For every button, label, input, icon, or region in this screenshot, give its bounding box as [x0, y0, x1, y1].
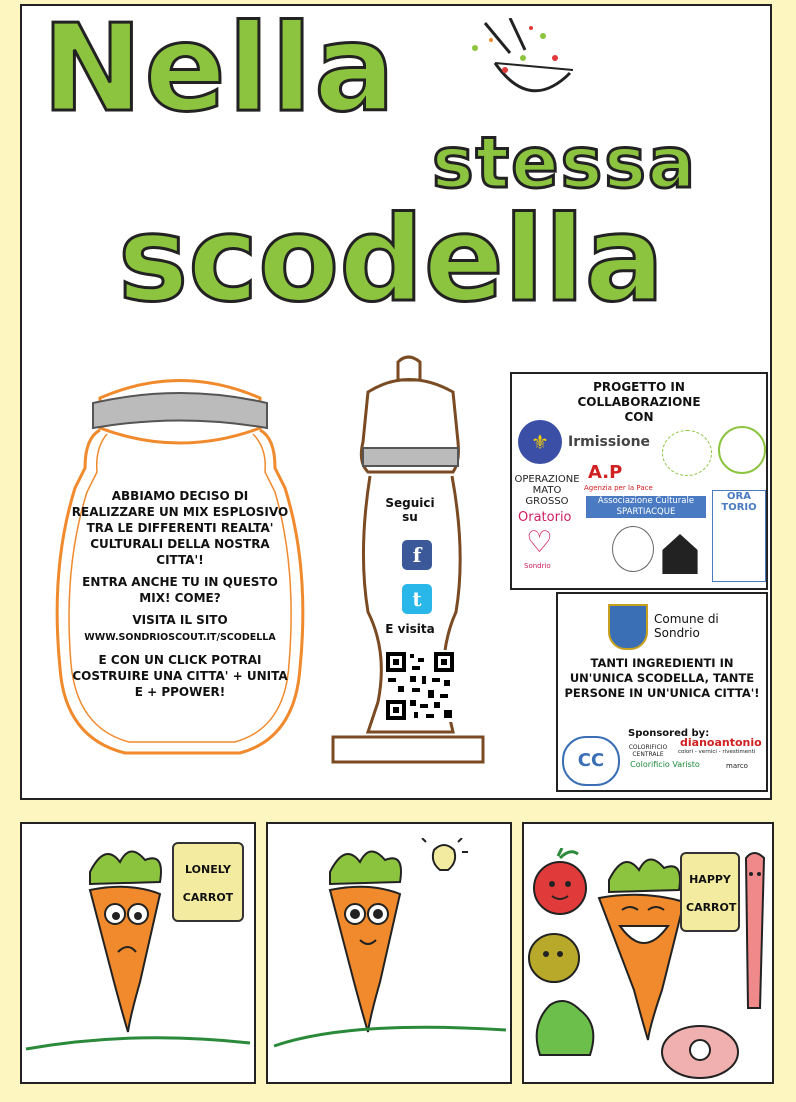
- partners-title: PROGETTO IN COLLABORAZIONE CON: [577, 380, 701, 424]
- sponsor-name-2: dianoantonio: [680, 736, 762, 749]
- heart-logo: ♡: [526, 525, 553, 560]
- sponsor-logo-1: CC: [562, 736, 620, 786]
- partner-logo-1: Irmissione: [568, 434, 651, 450]
- title-line-1: Nella: [42, 0, 398, 139]
- partner-logo-2: OPERAZIONE MATO GROSSO: [514, 474, 580, 507]
- worm-illustration: [736, 848, 772, 1018]
- comune-name: Comune di Sondrio: [654, 612, 719, 640]
- sponsor-name-5: marco: [726, 762, 748, 770]
- visit-label: E visita: [385, 622, 435, 636]
- jar-paragraph-3: VISITA IL SITO: [132, 613, 228, 627]
- follow-label: Seguici su: [385, 496, 435, 524]
- partner-logo-7: Sondrio: [524, 562, 551, 570]
- lonely-carrot-sign: LONELY CARROT: [172, 842, 244, 922]
- facebook-icon[interactable]: f: [402, 540, 432, 570]
- jar-paragraph-2: ENTRA ANCHE TU IN QUESTO MIX! COME?: [82, 575, 278, 605]
- ground-line-2: [270, 1010, 508, 1050]
- kids-logo-1: [662, 430, 712, 476]
- partner-logo-6: Oratorio: [518, 510, 572, 525]
- sponsor-name-3: colori - vernici - rivestimenti: [678, 749, 756, 755]
- partner-logo-4: Agenzia per la Pace: [584, 484, 653, 492]
- title-line-3: scodella: [118, 190, 665, 328]
- apple-illustration: [530, 848, 590, 918]
- church-logo: [658, 534, 702, 574]
- comune-tagline: TANTI INGREDIENTI IN UN'UNICA SCODELLA, TANTE PERSONE IN UN'UNICA CITTA'!: [564, 656, 760, 700]
- salad-bowl-illustration: [455, 18, 585, 108]
- follow-section: [378, 496, 442, 524]
- potato-illustration: [526, 930, 582, 986]
- partner-logo-5: Associazione Culturale SPARTIACQUE: [586, 496, 706, 518]
- jar-paragraph-1: ABBIAMO DECISO DI REALIZZARE UN MIX ESPLOSIVO TRA LE DIFFERENTI REALTA' CULTURALI DELLA NOSTRA CITTA'!: [71, 489, 289, 567]
- qr-code-icon[interactable]: [384, 650, 456, 722]
- jar-text: [70, 488, 290, 706]
- jar-url-link[interactable]: WWW.SONDRIOSCOUT.IT/SCODELLA: [84, 632, 276, 643]
- ham-illustration: [660, 1020, 750, 1080]
- title-line-2: stessa: [432, 122, 698, 204]
- happy-carrot-sign: HAPPY CARROT: [680, 852, 740, 932]
- sponsored-by-label: Sponsored by:: [628, 728, 710, 739]
- cartoon-logo: [612, 526, 654, 572]
- sponsor-name-1: COLORIFICIO CENTRALE: [628, 744, 668, 758]
- ground-line-1: [24, 1025, 252, 1055]
- comune-box: [556, 592, 768, 792]
- kids-logo-2: [718, 426, 766, 474]
- partner-logo-8: ORA TORIO: [712, 490, 766, 582]
- comune-crest-icon: [608, 604, 648, 650]
- sad-carrot-illustration: [60, 842, 190, 1042]
- lightbulb-icon: [420, 838, 468, 888]
- twitter-icon[interactable]: t: [402, 584, 432, 614]
- partners-box: [510, 372, 768, 590]
- sponsor-name-4: Colorificio Varisto: [630, 760, 700, 769]
- partner-logo-3: A.P: [588, 462, 623, 483]
- jar-paragraph-4: E CON UN CLICK POTRAI COSTRUIRE UNA CITTA' + UNITA E + PPOWER!: [72, 653, 288, 699]
- lettuce-illustration: [530, 995, 600, 1065]
- scout-logo: ⚜: [518, 420, 562, 464]
